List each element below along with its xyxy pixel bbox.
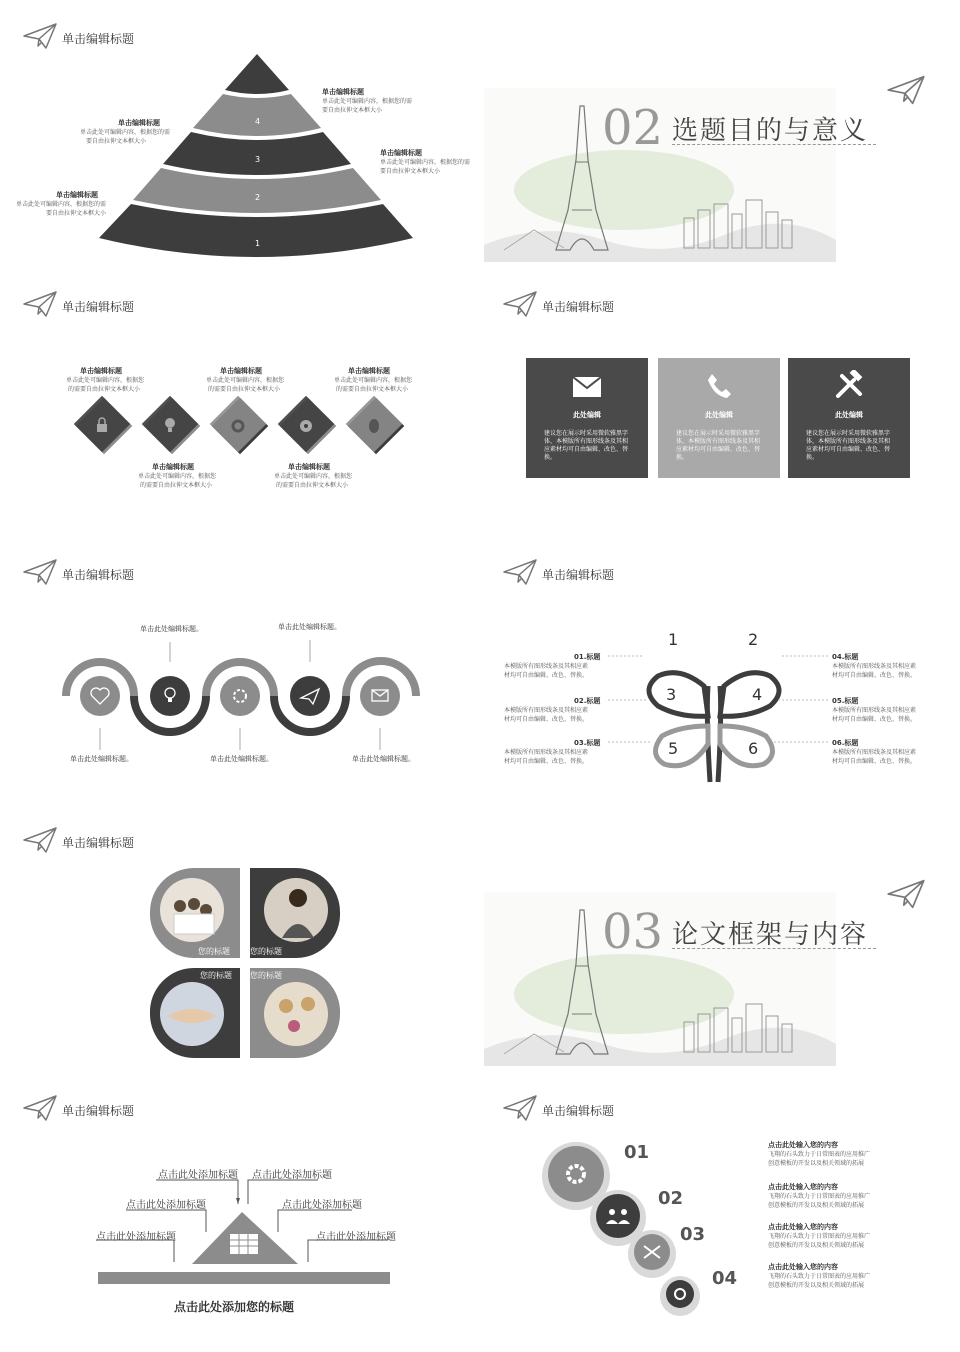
petal-title: 您的标题 [250,971,282,980]
paper-plane-icon [886,70,926,110]
step-title: 点击此处输入您的内容 [768,1141,838,1149]
label-text: 的需要自由拉伸文本框大小 [208,386,281,393]
slide-petals [0,804,474,1066]
label-text: 要自由拉伸文本框大小 [86,138,147,145]
slide-title: 单击编辑标题 [542,300,615,314]
wave-top-label: 单击此处编辑标题。 [140,625,203,633]
diamond-disc [278,396,337,454]
card-text: 建议您在展示时采用微软雅黑字体，本模版所有图形线条及其相应素材均可自由编辑、改色、替换。 [806,430,891,461]
step-text: 飞翔的石头致力于日常图表的应用推广 [768,1151,871,1158]
label-text: 要自由拉伸文本框大小 [46,210,107,217]
slide-butterfly [480,536,954,798]
label-title: 单击编辑标题 [80,367,122,375]
table-icon [230,1234,258,1254]
step-number: 01 [624,1142,650,1163]
step-text: 飞翔的石头致力于日常图表的应用推广 [768,1193,871,1200]
layer-label-3: 3 [255,155,261,164]
layer-label-1: 1 [255,239,261,248]
slide-title: 单击编辑标题 [62,568,135,582]
section-title: 选题目的与意义 [672,116,869,146]
step-text: 飞翔的石头致力于日常图表的应用推广 [768,1233,871,1240]
roof-label-right: 点击此处添加标题 [282,1200,362,1211]
label-text: 单击此处可编辑内容，根据您 [274,473,353,480]
petal-title: 您的标题 [250,947,282,956]
item-title: 01.标题 [574,653,601,661]
section-number: 03 [602,904,664,960]
slide-title: 单击编辑标题 [62,300,135,314]
label-text: 的需要自由拉伸文本框大小 [140,482,213,489]
petal-number: 5 [668,739,679,758]
item-text: 材均可自由编辑、改色、替换。 [504,758,589,765]
pyramid-diagram [95,52,419,262]
step-circle-2 [596,1194,640,1238]
diamond-row [74,396,414,460]
section-number: 02 [602,100,664,156]
bulb-node [150,676,190,716]
layer-label-2: 2 [255,193,261,202]
step-number: 03 [680,1224,706,1245]
step-circle-1 [548,1146,604,1202]
roof-label-right: 点击此处添加标题 [316,1232,396,1243]
layer-label-4: 4 [255,117,261,126]
paper-plane-icon [22,1094,58,1122]
section-title: 论文框架与内容 [672,920,869,950]
label-title: 单击编辑标题 [322,88,364,96]
roof-label-left: 点击此处添加标题 [158,1170,238,1181]
step-number: 02 [658,1188,684,1209]
diamond-lock [74,396,132,454]
slide-section-02 [480,0,954,262]
slide-wave [0,536,474,798]
slide-cards [480,268,954,530]
label-text: 的需要自由拉伸文本框大小 [336,386,409,393]
petal-number: 3 [666,685,677,704]
diamond-bulb [142,396,201,454]
card-title: 此处编辑 [705,411,733,419]
step-circle-4 [666,1280,694,1308]
wave-top-label: 单击此处编辑标题。 [278,623,341,631]
slide-steps [480,1072,954,1352]
paper-plane-icon [22,290,58,318]
item-text: 本模版所有图形线条及其相应素 [504,707,589,714]
top-number: 2 [748,630,759,649]
roof-label-right: 点击此处添加标题 [252,1170,332,1181]
step-title: 点击此处输入您的内容 [768,1263,838,1271]
item-title: 03.标题 [574,739,601,747]
paper-plane-icon [22,558,58,586]
wave-bottom-label: 单击此处编辑标题。 [70,755,133,763]
item-text: 本模版所有图形线条及其相应素 [832,663,917,670]
item-text: 材均可自由编辑、改色、替换。 [832,672,917,679]
label-text: 单击此处可编辑内容，根据您 [66,377,145,384]
leader-lines [608,654,828,754]
label-text: 单击此处可编辑内容，根据您 [206,377,285,384]
diamond-gear [210,396,269,454]
card-tools [788,358,910,478]
petal-number: 6 [748,739,759,758]
label-text: 单击此处可编辑内容，根据您的需 [16,201,107,208]
label-title: 单击编辑标题 [348,367,390,375]
step-text: 飞翔的石头致力于日常图表的应用推广 [768,1273,871,1280]
slide-title: 单击编辑标题 [542,568,615,582]
step-title: 点击此处输入您的内容 [768,1223,838,1231]
slide-title: 单击编辑标题 [542,1104,615,1118]
item-text: 材均可自由编辑、改色、替换。 [832,716,917,723]
label-title: 单击编辑标题 [56,191,98,199]
item-text: 本模版所有图形线条及其相应素 [832,749,917,756]
slide-section-03 [480,804,954,1066]
paper-plane-icon [886,874,926,914]
card-mail [526,358,648,478]
paper-plane-icon [22,22,58,50]
paper-plane-icon [502,290,538,318]
card-title: 此处编辑 [573,411,601,419]
item-title: 02.标题 [574,697,601,705]
label-title: 单击编辑标题 [380,149,422,157]
petal-number: 4 [752,685,763,704]
label-text: 的需要自由拉伸文本框大小 [68,386,141,393]
item-title: 04.标题 [832,653,859,661]
step-text: 创意模板的开发以及相关领域的拓展 [768,1160,865,1167]
title-underline [672,948,876,949]
petal-photo-grid [148,866,342,1060]
step-text: 创意模板的开发以及相关领域的拓展 [768,1202,865,1209]
wave-diagram [60,632,426,772]
label-title: 单击编辑标题 [220,367,262,375]
slide-title: 单击编辑标题 [62,32,135,46]
paper-plane-icon [22,826,58,854]
label-text: 单击此处可编辑内容，根据您的需 [380,159,471,166]
item-text: 材均可自由编辑、改色、替换。 [832,758,917,765]
step-text: 创意模板的开发以及相关领域的拓展 [768,1242,865,1249]
slide-diamonds [0,268,474,530]
label-text: 要自由拉伸文本框大小 [380,168,441,175]
plane-node [290,676,330,716]
slide-roof [0,1072,474,1352]
label-title: 单击编辑标题 [152,463,194,471]
bulb-icon [165,418,175,428]
diamond-mouse [346,396,405,454]
item-text: 材均可自由编辑、改色、替换。 [504,716,589,723]
paper-plane-icon [502,1094,538,1122]
card-text: 建议您在展示时采用微软雅黑字体，本模版所有图形线条及其相应素材均可自由编辑、改色、替换。 [544,430,629,461]
petal-title: 您的标题 [198,947,230,956]
title-underline [672,144,876,145]
lock-icon [97,424,107,432]
item-title: 05.标题 [832,697,859,705]
item-title: 06.标题 [832,739,859,747]
roof-diagram [92,1178,392,1288]
petal-title: 您的标题 [200,971,232,980]
step-number: 04 [712,1268,738,1289]
slide-pyramid [0,0,474,262]
roof-base [98,1272,390,1284]
top-number: 1 [668,630,679,649]
step-text: 创意模板的开发以及相关领域的拓展 [768,1282,865,1289]
label-text: 单击此处可编辑内容，根据您的需 [322,98,413,105]
label-text: 单击此处可编辑内容，根据您 [334,377,413,384]
item-text: 本模版所有图形线条及其相应素 [504,749,589,756]
heart-node [80,676,120,716]
step-title: 点击此处输入您的内容 [768,1183,838,1191]
label-text: 的需要自由拉伸文本框大小 [276,482,349,489]
phone-icon [706,372,732,400]
steps-diagram [536,1136,736,1336]
card-title: 此处编辑 [835,411,863,419]
label-text: 要自由拉伸文本框大小 [322,107,383,114]
slide-title: 单击编辑标题 [62,836,135,850]
tools-icon [834,370,864,400]
mail-icon [572,376,602,398]
label-title: 单击编辑标题 [118,119,160,127]
slide-title: 单击编辑标题 [62,1104,135,1118]
roof-label-left: 点击此处添加标题 [126,1200,206,1211]
label-text: 单击此处可编辑内容，根据您 [138,473,217,480]
mouse-icon [369,419,379,433]
paper-plane-icon [502,558,538,586]
item-text: 材均可自由编辑、改色、替换。 [504,672,589,679]
card-text: 建议您在展示时采用微软雅黑字体，本模版所有图形线条及其相应素材均可自由编辑、改色、替换。 [676,430,761,461]
wave-bottom-label: 单击此处编辑标题。 [352,755,415,763]
label-text: 单击此处可编辑内容，根据您的需 [80,129,171,136]
item-text: 本模版所有图形线条及其相应素 [832,707,917,714]
label-title: 单击编辑标题 [288,463,330,471]
people-icon [609,1209,615,1215]
roof-label-left: 点击此处添加标题 [96,1232,176,1243]
card-phone [658,358,780,478]
wave-bottom-label: 单击此处编辑标题。 [210,755,273,763]
bottom-title: 点击此处添加您的标题 [174,1300,295,1314]
gear-node [220,676,260,716]
item-text: 本模版所有图形线条及其相应素 [504,663,589,670]
